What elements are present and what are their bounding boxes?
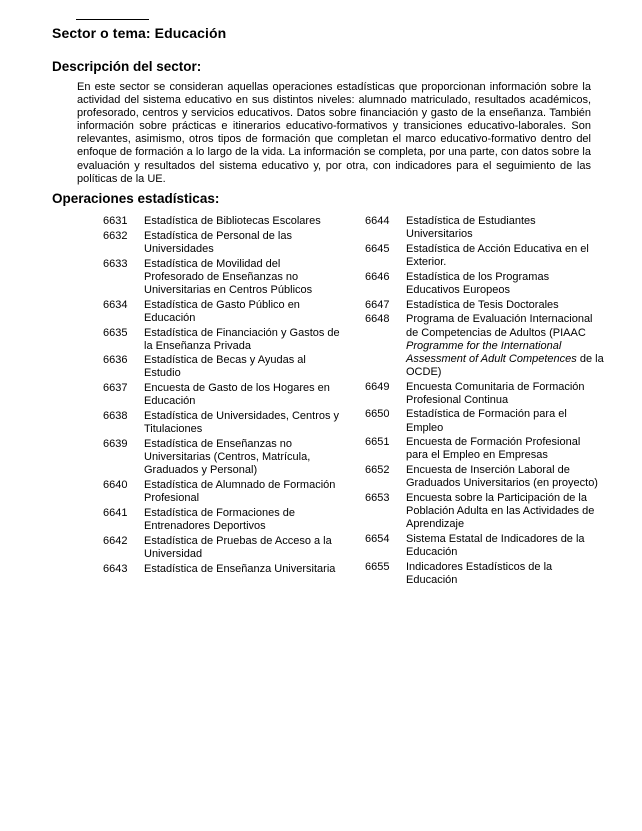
operation-code: 6632 [103,229,128,242]
list-item [365,561,605,587]
operation-code: 6631 [103,215,128,227]
operation-label: Estadística de los Programas Educativos Europeos [406,270,550,296]
operation-label: Estadística de Tesis Doctorales [406,298,559,311]
list-item [365,464,605,490]
list-item [103,215,343,228]
operation-code: 6636 [103,354,128,367]
list-item [365,408,605,434]
list-item [103,230,343,256]
list-item [365,313,605,378]
operation-code: 6650 [365,408,390,421]
operation-label: Estadística de Universidades, Centros y Titulaciones [144,410,340,436]
operation-code: 6635 [103,326,128,339]
operation-label: Indicadores Estadísticos de la Educación [406,560,553,586]
operation-label: Estadística de Financiación y Gastos de la Enseñanza Privada [144,326,340,352]
header-rule [76,19,149,20]
operation-label: Encuesta sobre la Participación de la Población Adulta en las Actividades de Aprendizaje [406,492,595,531]
operation-code: 6633 [103,257,128,270]
operation-label: Encuesta de Formación Profesional para el Empleo en Empresas [406,436,581,462]
operations-list-right [365,215,605,589]
operation-label: Estadística de Enseñanzas no Universitarias (Centros, Matrícula, Graduados y Personal) [144,438,311,477]
operation-label: Estadística de Formación para el Empleo [406,408,567,434]
operation-code: 6652 [365,464,390,477]
operation-code: 6654 [365,533,390,546]
list-item [365,436,605,462]
list-item [365,381,605,407]
operation-label: Encuesta de Gasto de los Hogares en Educación [144,382,330,408]
operation-code: 6651 [365,436,390,449]
operation-label: Estadística de Estudiantes Universitarios [406,215,536,241]
list-item [103,354,343,380]
operation-code: 6648 [365,313,390,326]
operation-code: 6640 [103,478,128,491]
list-item [365,215,605,241]
operation-code: 6639 [103,438,128,450]
operation-code: 6645 [365,242,390,255]
operation-code: 6638 [103,410,128,423]
list-item [365,533,605,559]
list-item [103,299,343,325]
operations-list-left [103,215,343,577]
operation-code: 6653 [365,492,390,505]
operation-label: Encuesta Comunitaria de Formación Profesional Continua [406,380,585,406]
operation-code: 6644 [365,215,390,227]
list-item [103,563,343,576]
operation-code: 6637 [103,382,128,395]
list-item [103,535,343,561]
description-text: En este sector se consideran aquellas operaciones estadísticas que proporcionan información sobre la actividad del sistema educativo en sus distintos niveles: alumnado matriculado, resultados académicos, profesorado, centros y servicios educativos. Datos sobre financiación y gasto de la enseñanza. También información sobre prácticas e itinerarios educativo-formativos y transiciones educativo-laborales. Son relevantes, asimismo, otros tipos de formación que completan el marco educativo-formativo dentro del enfoque de formación a lo largo de la vida. La información se completa, por una parte, con datos sobre la evaluación y resultados del sistema educativo y, por otra, con indicadores para el seguimiento de las políticas de la UE. [77,81,591,185]
operation-label: Estadística de Gasto Público en Educación [144,298,300,324]
operation-label-italic: Programme for the International Assessment of Adult Competences [406,339,577,365]
list-item [365,492,605,531]
operation-label: Estadística de Personal de las Universidades [144,229,292,255]
operation-code: 6643 [103,562,128,575]
operation-code: 6647 [365,298,390,311]
operation-code: 6649 [365,380,390,393]
list-item [103,258,343,297]
operation-code: 6634 [103,298,128,311]
operation-label: Estadística de Movilidad del Profesorado de Enseñanzas no Universitarias en Centros Públicos [144,257,313,296]
operation-label: Encuesta de Inserción Laboral de Graduados Universitarios (en proyecto) [406,464,598,490]
list-item [103,410,343,436]
operation-label-text: de la OCDE) [406,352,604,378]
description-heading: Descripción del sector: [52,59,202,74]
operation-label [406,313,605,378]
list-item [365,271,605,297]
list-item [103,507,343,533]
list-item [103,479,343,505]
operation-label-text: Programa de Evaluación Internacional de Competencias de Adultos (PIAAC [406,313,593,339]
operation-label: Sistema Estatal de Indicadores de la Educación [406,533,585,559]
operation-label: Estadística de Bibliotecas Escolares [144,215,321,227]
operation-label: Estadística de Alumnado de Formación Profesional [144,478,336,505]
operations-heading: Operaciones estadísticas: [52,191,220,206]
operation-label: Estadística de Enseñanza Universitaria [144,562,336,575]
operation-label: Estadística de Pruebas de Acceso a la Universidad [144,534,332,560]
page-title: Sector o tema: Educación [52,25,227,41]
list-item [365,299,605,312]
list-item [103,327,343,353]
operation-code: 6642 [103,534,128,547]
operation-label: Estadística de Formaciones de Entrenadores Deportivos [144,506,296,532]
operation-label: Estadística de Acción Educativa en el Exterior. [406,242,589,268]
list-item [103,438,343,477]
operation-code: 6646 [365,270,390,283]
operation-label: Estadística de Becas y Ayudas al Estudio [144,354,306,380]
list-item [365,243,605,269]
operation-code: 6655 [365,560,390,573]
list-item [103,382,343,408]
operation-code: 6641 [103,506,128,519]
